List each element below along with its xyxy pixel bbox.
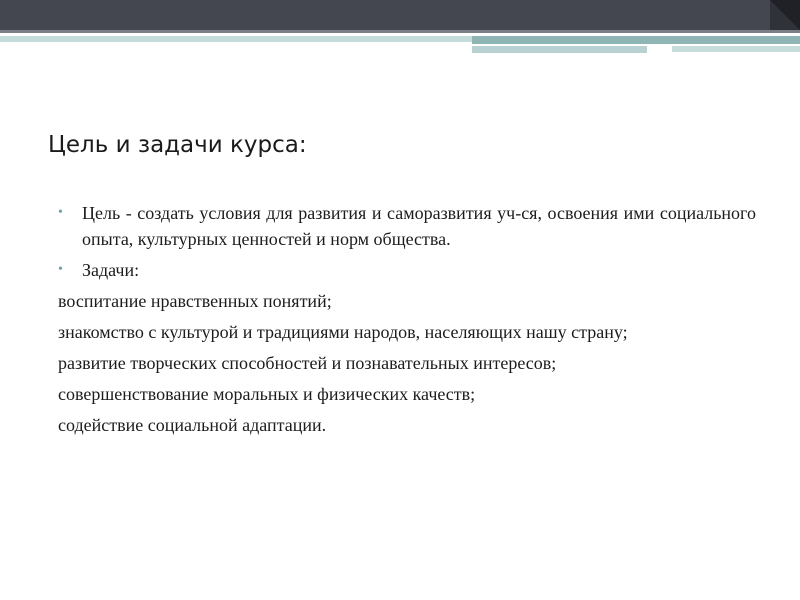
task-item: совершенствование моральных и физических качеств;	[58, 384, 476, 404]
header-shadow	[0, 30, 800, 33]
decor-stripe-lower	[472, 46, 647, 53]
slide-title: Цель и задачи курса:	[48, 132, 307, 158]
task-item: содействие социальной адаптации.	[58, 415, 327, 435]
slide-body	[58, 200, 756, 443]
bullet-item-tasks	[58, 257, 756, 283]
bullet-icon: •	[58, 205, 63, 220]
corner-fold	[770, 0, 800, 30]
bullet-icon: •	[58, 262, 63, 277]
task-item: развитие творческих способностей и познавательных интересов;	[58, 353, 557, 373]
header-bar	[0, 0, 800, 30]
bullet-text: Задачи:	[82, 260, 140, 280]
decor-stripe-teal	[472, 36, 800, 44]
bullet-item-goal	[58, 200, 756, 252]
decor-stripe-lower-right	[672, 46, 800, 52]
task-item: воспитание нравственных понятий;	[58, 291, 332, 311]
bullet-text: Цель - создать условия для развития и саморазвития уч-ся, освоения ими социального опыта, культурных ценностей и норм общества.	[82, 203, 756, 249]
task-item: знакомство с культурой и традициями народов, населяющих нашу страну;	[58, 322, 628, 342]
